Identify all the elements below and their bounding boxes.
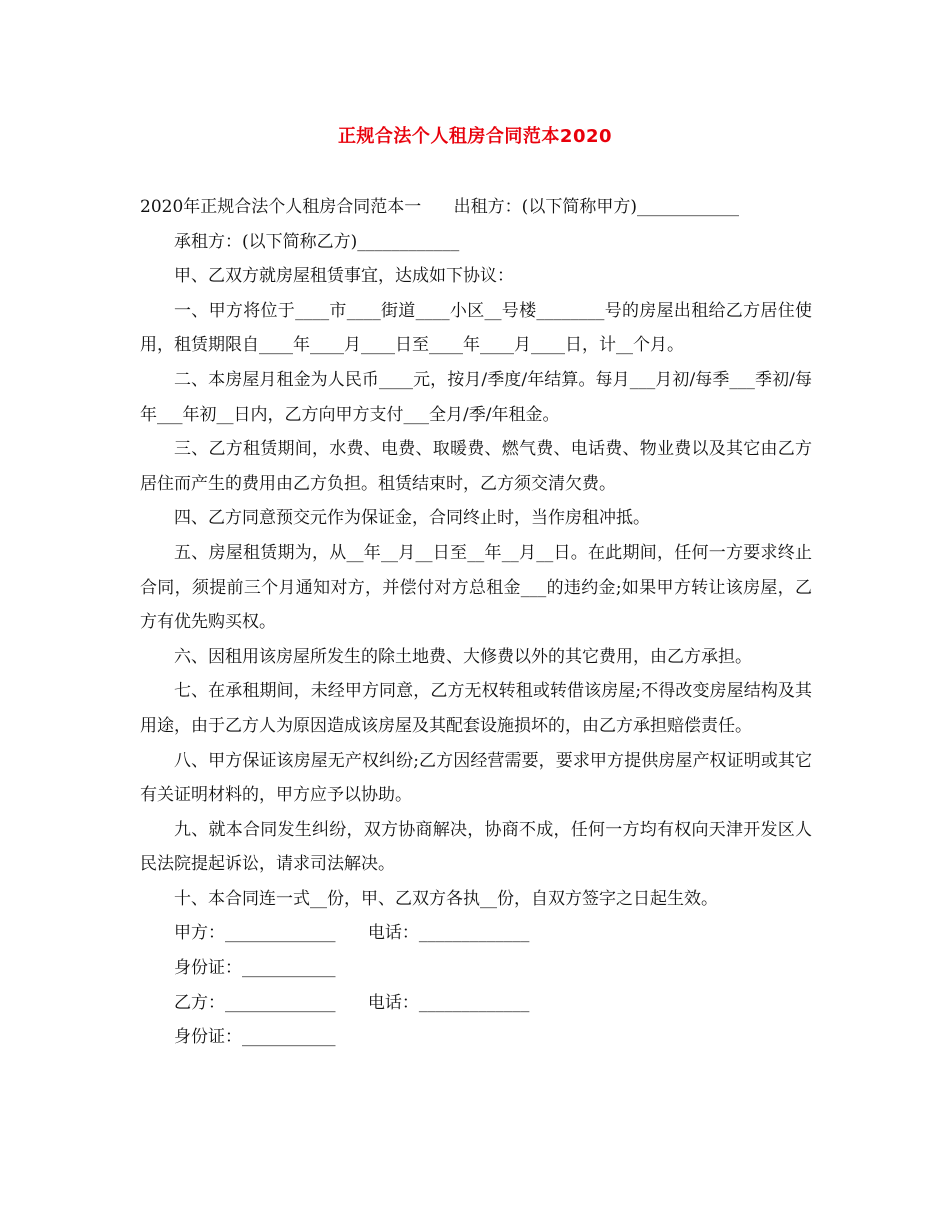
signature-party-b: 乙方：_____________ 电话：_____________ (174, 992, 530, 1013)
signature-party-a: 甲方：_____________ 电话：_____________ (174, 923, 530, 944)
document-title: 正规合法个人租房合同范本2020 (337, 126, 613, 147)
clause-2: 二、本房屋月租金为人民币____元，按月/季度/年结算。每月___月初/每季___季初/每年___年初__日内，乙方向甲方支付___全月/季/年租金。 (140, 369, 812, 425)
clause-3: 三、乙方租赁期间，水费、电费、取暖费、燃气费、电话费、物业费以及其它由乙方居住而产生的费用由乙方负担。租赁结束时，乙方须交清欠费。 (140, 439, 812, 494)
clause-4: 四、乙方同意预交元作为保证金，合同终止时，当作房租冲抵。 (174, 508, 650, 529)
clause-10: 十、本合同连一式__份，甲、乙双方各执__份，自双方签字之日起生效。 (174, 888, 718, 909)
clause-9: 九、就本合同发生纠纷，双方协商解决，协商不成，任何一方均有权向天津开发区人民法院提起诉讼，请求司法解决。 (140, 819, 812, 875)
signature-id-b: 身份证：___________ (174, 1027, 336, 1048)
clause-lessee: 承租方：(以下简称乙方)____________ (174, 231, 460, 252)
contract-body (140, 190, 812, 1055)
clause-8: 八、甲方保证该房屋无产权纠纷;乙方因经营需要，要求甲方提供房屋产权证明或其它有关证明材料的，甲方应予以协助。 (140, 750, 812, 806)
clause-5: 五、房屋租赁期为，从__年__月__日至__年__月__日。在此期间，任何一方要求终止合同，须提前三个月通知对方，并偿付对方总租金___的违约金;如果甲方转让该房屋，乙方有优先购买权。 (140, 542, 812, 633)
signature-id-a: 身份证：___________ (174, 958, 336, 979)
intro-line: 2020年正规合法个人租房合同范本一 出租方：(以下简称甲方)____________ (140, 197, 739, 217)
clause-6: 六、因租用该房屋所发生的除土地费、大修费以外的其它费用，由乙方承担。 (174, 646, 752, 667)
clause-1: 一、甲方将位于____市____街道____小区__号楼________号的房屋出租给乙方居住使用，租赁期限自____年____月____日至____年____月____日，计__个月。 (140, 300, 812, 356)
clause-7: 七、在承租期间，未经甲方同意，乙方无权转租或转借该房屋;不得改变房屋结构及其用途，由于乙方人为原因造成该房屋及其配套设施损坏的，由乙方承担赔偿责任。 (140, 681, 812, 736)
clause-agreement: 甲、乙双方就房屋租赁事宜，达成如下协议： (174, 266, 514, 287)
